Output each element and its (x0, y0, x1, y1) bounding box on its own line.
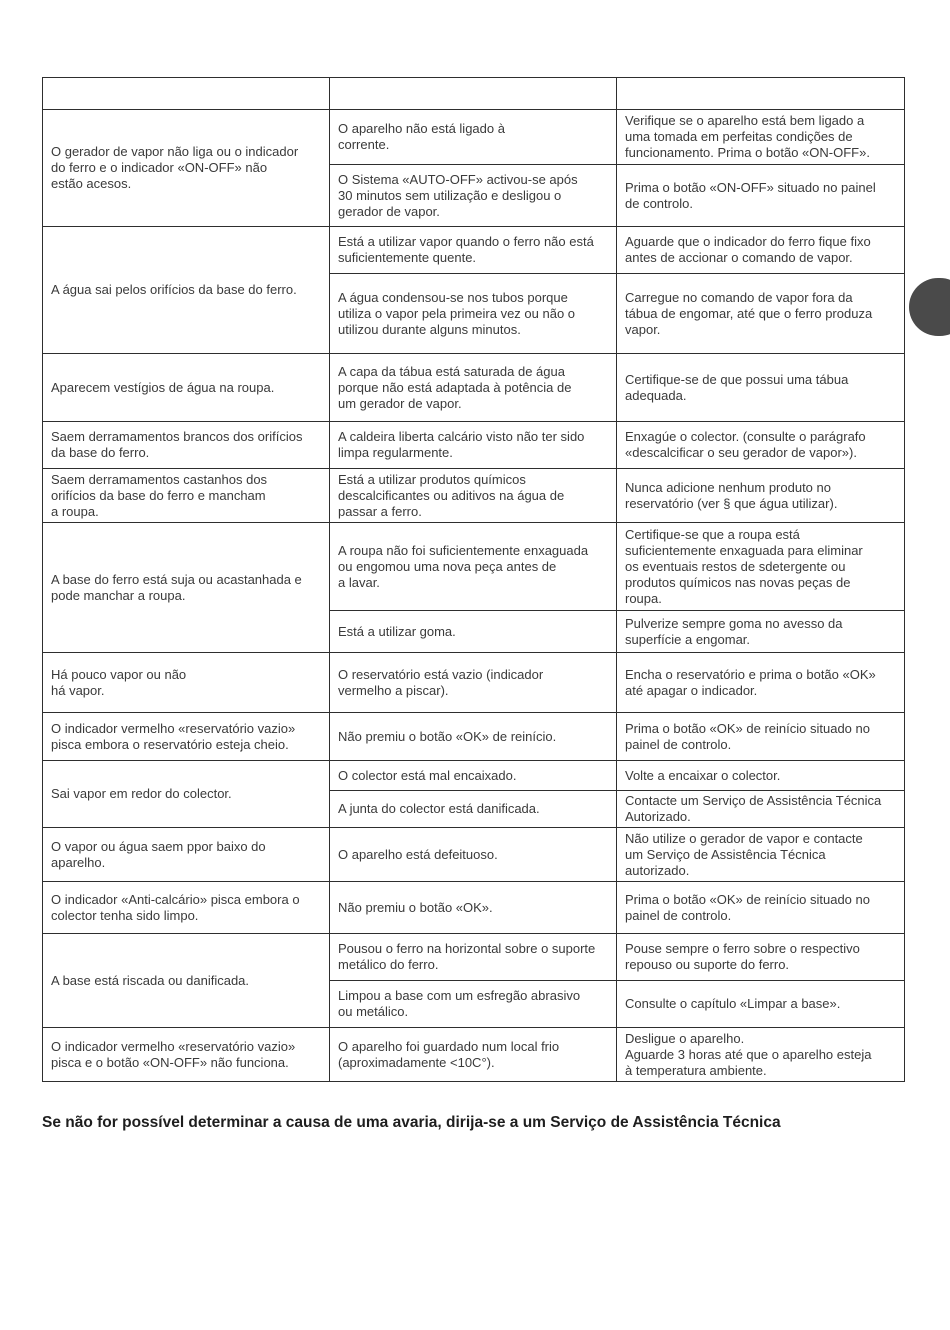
table-row (43, 713, 905, 761)
table-row (43, 882, 905, 934)
table-row (43, 523, 905, 611)
header-problem (43, 78, 330, 110)
solution-cell: Contacte um Serviço de Assistência Técnica Autorizado. (617, 791, 905, 828)
cause-cell: O Sistema «AUTO-OFF» activou-se após 30 minutos sem utilização e desligou o gerador de vapor. (330, 165, 617, 227)
cause-cell: A caldeira liberta calcário visto não ter sido limpa regularmente. (330, 422, 617, 469)
table-row (43, 354, 905, 422)
table-row (43, 110, 905, 165)
table-body (43, 110, 905, 1082)
problem-cell: Há pouco vapor ou não há vapor. (43, 653, 330, 713)
cause-cell: O aparelho foi guardado num local frio (aproximadamente <10C°). (330, 1028, 617, 1082)
solution-cell: Nunca adicione nenhum produto no reservatório (ver § que água utilizar). (617, 469, 905, 523)
problem-cell: O gerador de vapor não liga ou o indicador do ferro e o indicador «ON-OFF» não estão acesos. (43, 110, 330, 227)
table-row (43, 653, 905, 713)
footer-note: Se não for possível determinar a causa de uma avaria, dirija-se a um Serviço de Assistência Técnica (42, 1114, 781, 1131)
solution-cell: Certifique-se que a roupa está suficientemente enxaguada para eliminar os eventuais restos de sdetergente ou produtos químicos nas novas peças de roupa. (617, 523, 905, 611)
solution-cell: Pouse sempre o ferro sobre o respectivo repouso ou suporte do ferro. (617, 934, 905, 981)
solution-cell: Certifique-se de que possui uma tábua adequada. (617, 354, 905, 422)
solution-cell: Pulverize sempre goma no avesso da superfície a engomar. (617, 611, 905, 653)
solution-cell: Prima o botão «ON-OFF» situado no painel de controlo. (617, 165, 905, 227)
problem-cell: Saem derramamentos brancos dos orifícios da base do ferro. (43, 422, 330, 469)
cause-cell: O aparelho não está ligado à corrente. (330, 110, 617, 165)
solution-cell: Verifique se o aparelho está bem ligado a uma tomada em perfeitas condições de funcionamento. Prima o botão «ON-OFF». (617, 110, 905, 165)
cause-cell: O aparelho está defeituoso. (330, 828, 617, 882)
section-tab-marker (909, 278, 950, 336)
cause-cell: Limpou a base com um esfregão abrasivo ou metálico. (330, 981, 617, 1028)
cause-cell: O colector está mal encaixado. (330, 761, 617, 791)
table-row (43, 828, 905, 882)
cause-cell: A água condensou-se nos tubos porque utiliza o vapor pela primeira vez ou não o utilizou durante alguns minutos. (330, 274, 617, 354)
problem-cell: O indicador vermelho «reservatório vazio» pisca embora o reservatório esteja cheio. (43, 713, 330, 761)
problem-cell: A água sai pelos orifícios da base do ferro. (43, 227, 330, 354)
solution-cell: Prima o botão «OK» de reinício situado no painel de controlo. (617, 713, 905, 761)
problem-cell: Saem derramamentos castanhos dos orifícios da base do ferro e mancham a roupa. (43, 469, 330, 523)
solution-cell: Enxagúe o colector. (consulte o parágrafo «descalcificar o seu gerador de vapor»). (617, 422, 905, 469)
table-row (43, 469, 905, 523)
header-solution (617, 78, 905, 110)
cause-cell: A junta do colector está danificada. (330, 791, 617, 828)
problem-cell: O indicador «Anti-calcário» pisca embora o colector tenha sido limpo. (43, 882, 330, 934)
header-cause (330, 78, 617, 110)
cause-cell: Não premiu o botão «OK». (330, 882, 617, 934)
problem-cell: A base do ferro está suja ou acastanhada e pode manchar a roupa. (43, 523, 330, 653)
cause-cell: O reservatório está vazio (indicador vermelho a piscar). (330, 653, 617, 713)
table-row (43, 422, 905, 469)
problem-cell: O indicador vermelho «reservatório vazio» pisca e o botão «ON-OFF» não funciona. (43, 1028, 330, 1082)
solution-cell: Volte a encaixar o colector. (617, 761, 905, 791)
solution-cell: Aguarde que o indicador do ferro fique fixo antes de accionar o comando de vapor. (617, 227, 905, 274)
cause-cell: Está a utilizar produtos químicos descalcificantes ou aditivos na água de passar a ferro. (330, 469, 617, 523)
table-row (43, 227, 905, 274)
cause-cell: Está a utilizar goma. (330, 611, 617, 653)
solution-cell: Prima o botão «OK» de reinício situado no painel de controlo. (617, 882, 905, 934)
cause-cell: A capa da tábua está saturada de água porque não está adaptada à potência de um gerador de vapor. (330, 354, 617, 422)
troubleshooting-table (42, 77, 905, 1082)
problem-cell: A base está riscada ou danificada. (43, 934, 330, 1028)
cause-cell: Não premiu o botão «OK» de reinício. (330, 713, 617, 761)
solution-cell: Consulte o capítulo «Limpar a base». (617, 981, 905, 1028)
table-row (43, 1028, 905, 1082)
problem-cell: O vapor ou água saem ppor baixo do aparelho. (43, 828, 330, 882)
solution-cell: Carregue no comando de vapor fora da tábua de engomar, até que o ferro produza vapor. (617, 274, 905, 354)
solution-cell: Encha o reservatório e prima o botão «OK» até apagar o indicador. (617, 653, 905, 713)
table-header-row (43, 78, 905, 110)
cause-cell: A roupa não foi suficientemente enxaguada ou engomou uma nova peça antes de a lavar. (330, 523, 617, 611)
problem-cell: Sai vapor em redor do colector. (43, 761, 330, 828)
problem-cell: Aparecem vestígios de água na roupa. (43, 354, 330, 422)
cause-cell: Está a utilizar vapor quando o ferro não está suficientemente quente. (330, 227, 617, 274)
solution-cell: Desligue o aparelho. Aguarde 3 horas até que o aparelho esteja à temperatura ambiente. (617, 1028, 905, 1082)
solution-cell: Não utilize o gerador de vapor e contacte um Serviço de Assistência Técnica autorizado. (617, 828, 905, 882)
table-row (43, 761, 905, 791)
cause-cell: Pousou o ferro na horizontal sobre o suporte metálico do ferro. (330, 934, 617, 981)
table-row (43, 934, 905, 981)
